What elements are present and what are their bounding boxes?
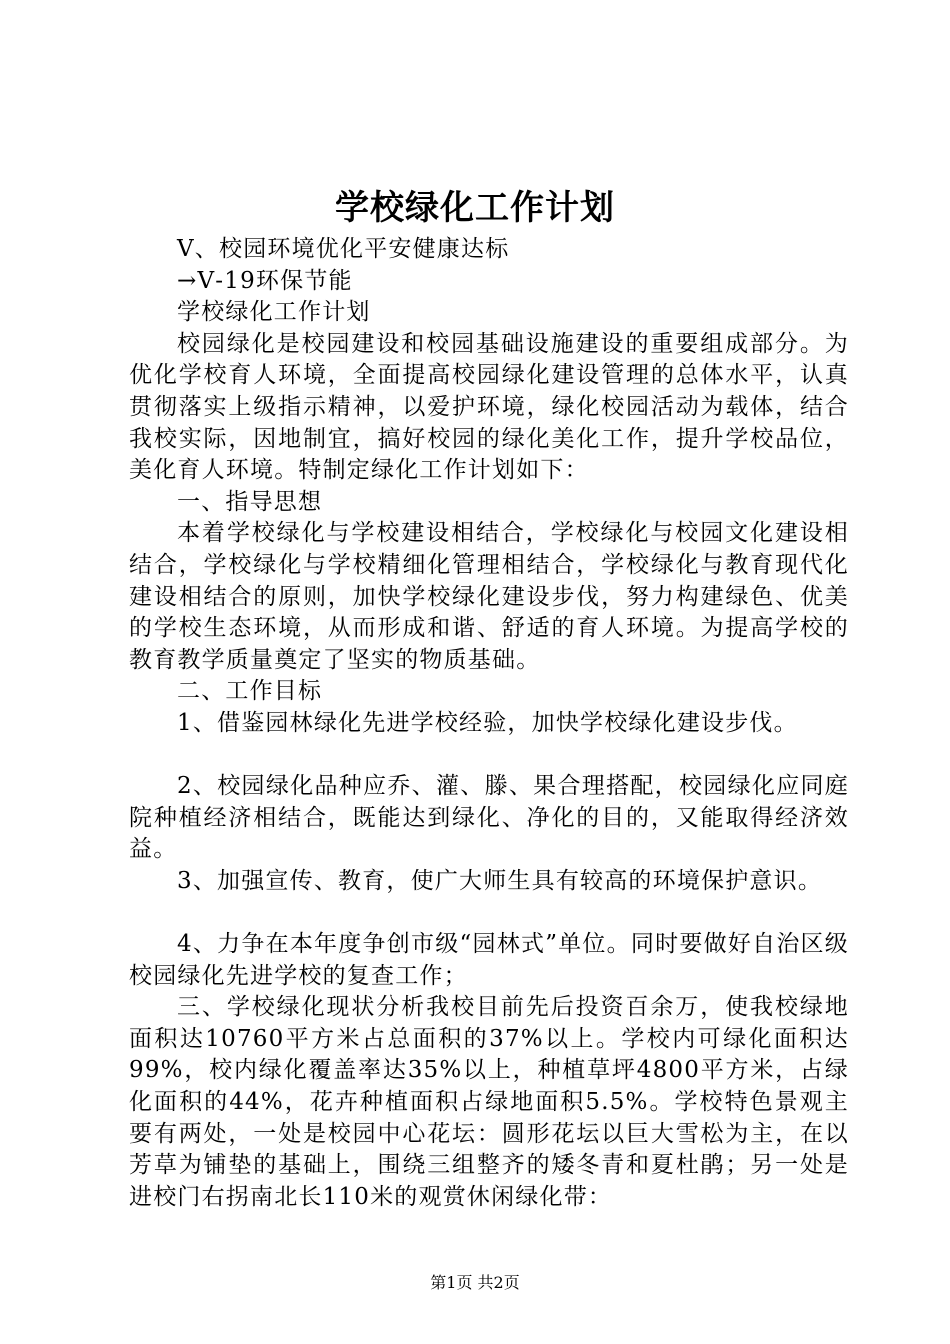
heading-work-goals: 二、工作目标 xyxy=(177,678,323,705)
goal-item-3: 3、加强宣传、教育，使广大师生具有较高的环境保护意识。 xyxy=(177,867,823,894)
plan-subtitle: 学校绿化工作计划 xyxy=(177,299,371,326)
heading-guiding-thought: 一、指导思想 xyxy=(177,488,323,515)
goal-item-2: 2、校园绿化品种应乔、灌、滕、果合理搭配，校园绿化应同庭院种植经济相结合，既能达到绿化、净化的目的，又能取得经济效益。 xyxy=(129,773,849,863)
intro-paragraph: 校园绿化是校园建设和校园基础设施建设的重要组成部分。为优化学校育人环境，全面提高校园绿化建设管理的总体水平，认真贯彻落实上级指示精神，以爱护环境，绿化校园活动为载体，结合我校实际，因地制宜，搞好校园的绿化美化工作，提升学校品位，美化育人环境。特制定绿化工作计划如下： xyxy=(129,330,849,484)
document-body xyxy=(129,234,849,1213)
goal-item-4: 4、力争在本年度争创市级“园林式”单位。同时要做好自治区级校园绿化先进学校的复查工作； xyxy=(129,931,849,989)
blank-line xyxy=(129,897,849,929)
guiding-thought-paragraph: 本着学校绿化与学校建设相结合，学校绿化与校园文化建设相结合，学校绿化与学校精细化管理相结合，学校绿化与教育现代化建设相结合的原则，加快学校绿化建设步伐，努力构建绿色、优美的学校生态环境，从而形成和谐、舒适的育人环境。为提高学校的教育教学质量奠定了坚实的物质基础。 xyxy=(129,520,849,673)
goal-item-1: 1、借鉴园林绿化先进学校经验，加快学校绿化建设步伐。 xyxy=(177,709,798,736)
status-analysis-paragraph: 三、学校绿化现状分析我校目前先后投资百余万，使我校绿地面积达10760平方米占总面积的37%以上。学校内可绿化面积达99%，校内绿化覆盖率达35%以上，种植草坪4800平方米，占绿化面积的44%，花卉种植面积占绿地面积5.5%。学校特色景观主要有两处，一处是校园中心花坛：圆形花坛以巨大雪松为主，在以芳草为铺垫的基础上，围绕三组整齐的矮冬青和夏杜鹃；另一处是进校门右拐南北长110米的观赏休闲绿化带： xyxy=(129,994,849,1210)
document-title: 学校绿化工作计划 xyxy=(335,188,615,228)
page-number-footer: 第1页 共2页 xyxy=(430,1273,520,1292)
section-heading: Ⅴ、校园环境优化平安健康达标 xyxy=(177,236,510,262)
blank-line xyxy=(129,740,849,772)
subsection-heading: →Ⅴ-19环保节能 xyxy=(177,267,353,294)
